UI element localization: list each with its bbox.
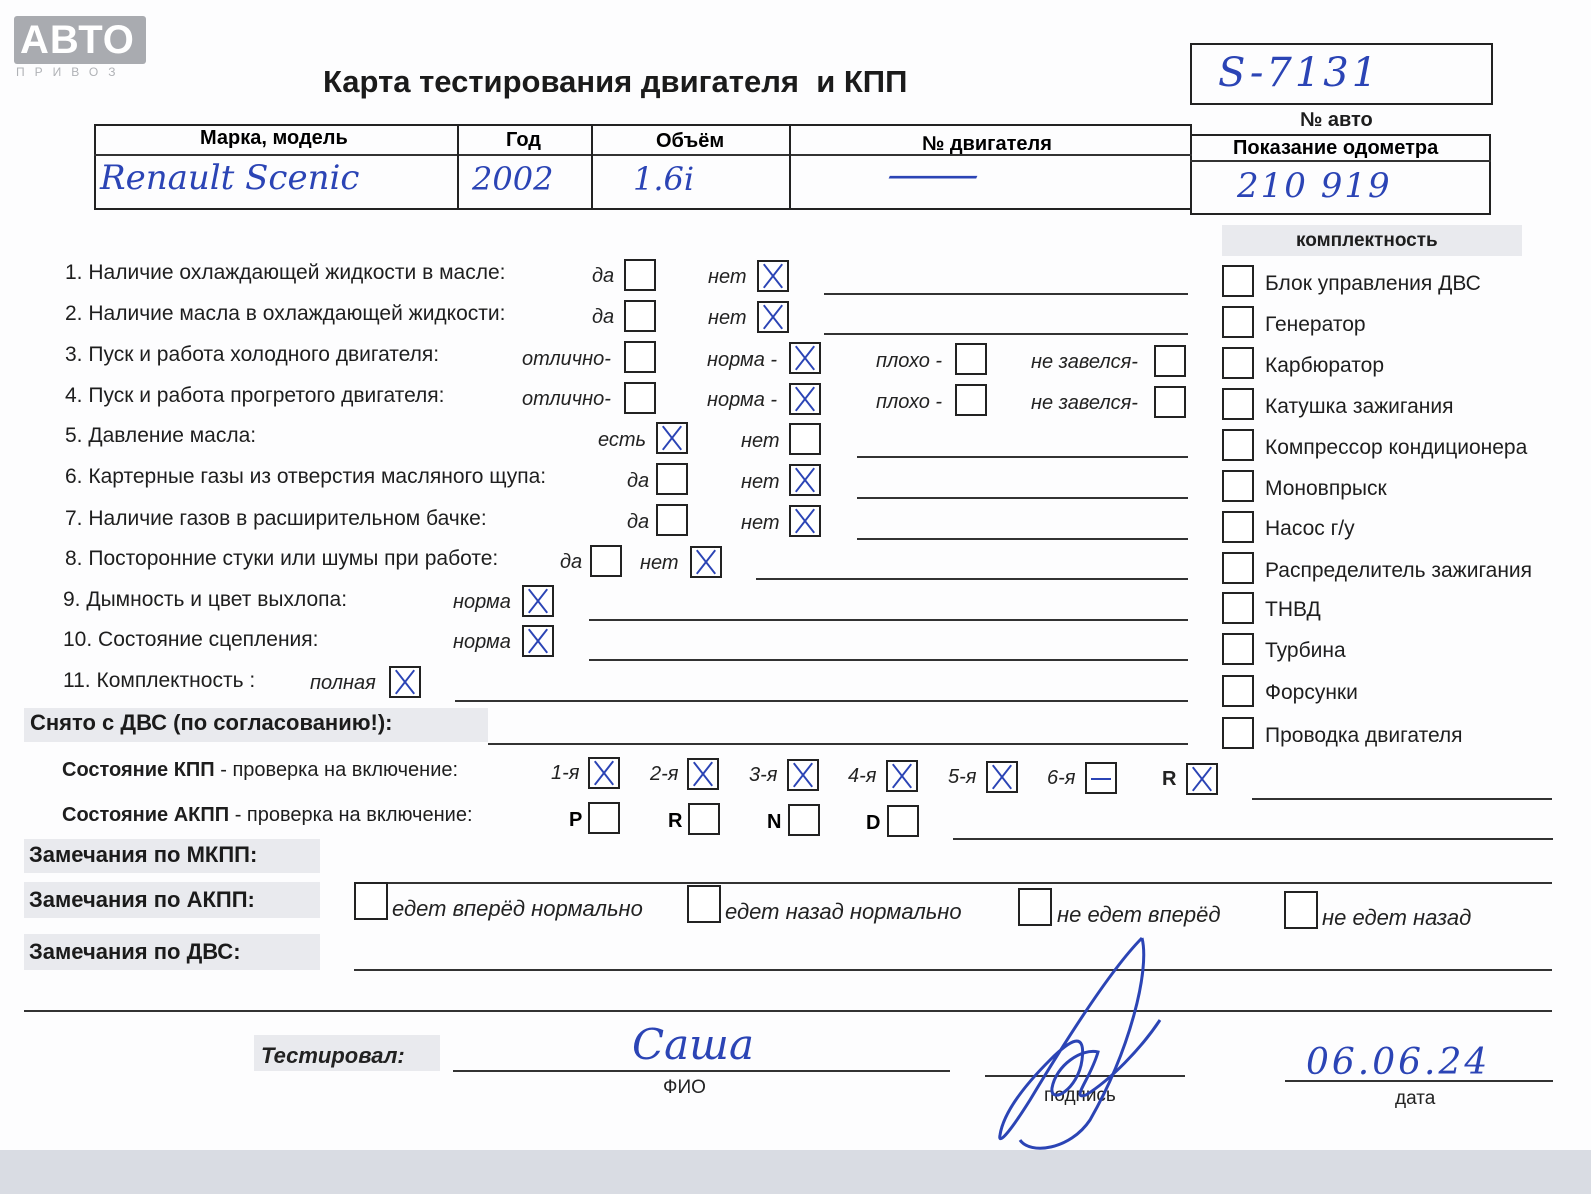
mkpp-gear-6-checkbox[interactable] <box>1085 762 1117 794</box>
completeness-title: комплектность <box>1296 230 1438 251</box>
mkpp-gear-3-checkbox[interactable] <box>787 759 819 791</box>
q11-text: Комплектность : <box>96 669 256 692</box>
q5-yes-checkbox[interactable] <box>656 422 688 454</box>
q3-normal-checkbox[interactable] <box>789 342 821 374</box>
q3-excellent-checkbox[interactable] <box>624 341 656 373</box>
q3-opt-not-started: не завелся- <box>1031 351 1138 373</box>
comp-distributor-checkbox[interactable] <box>1222 552 1254 584</box>
comp-turbine-label: Турбина <box>1265 639 1346 662</box>
mkpp-gear-1-label: 1-я <box>551 762 580 784</box>
q8-num: 8. <box>65 547 83 570</box>
q5-num: 5. <box>65 424 83 447</box>
comp-ps-pump-label: Насос г/у <box>1265 517 1355 540</box>
comp-mono-injection-checkbox[interactable] <box>1222 470 1254 502</box>
akpp-no-backward-checkbox[interactable] <box>1284 891 1318 929</box>
akpp-backward-ok-checkbox[interactable] <box>687 885 721 923</box>
q4-text: Пуск и работа прогретого двигателя: <box>88 384 445 407</box>
q2-opt-no: нет <box>708 307 747 329</box>
col-engine-number: № двигателя <box>922 133 1052 155</box>
q7-yes-checkbox[interactable] <box>656 504 688 536</box>
q7-opt-yes: да <box>627 511 650 533</box>
mkpp-gear-2-label: 2-я <box>650 763 679 785</box>
date-label: дата <box>1395 1088 1436 1109</box>
q8-no-checkbox[interactable] <box>690 546 722 578</box>
tested-by-label: Тестировал: <box>261 1043 405 1068</box>
logo-subtitle: ПРИВОЗ <box>16 65 126 79</box>
value-volume: 1.6i <box>633 160 695 198</box>
remarks-akpp-label: Замечания по АКПП: <box>29 887 255 912</box>
q10-num: 10. <box>63 628 93 651</box>
remarks-dvs-label: Замечания по ДВС: <box>29 939 241 964</box>
q10-opt-normal: норма <box>453 631 511 653</box>
akpp-label-bold: Состояние АКПП <box>62 804 230 826</box>
q7-opt-no: нет <box>741 512 780 534</box>
fio-label: ФИО <box>663 1077 706 1098</box>
q9-normal-checkbox[interactable] <box>522 585 554 617</box>
comp-injectors-checkbox[interactable] <box>1222 675 1254 707</box>
q1-no-checkbox[interactable] <box>757 260 789 292</box>
comp-turbine-checkbox[interactable] <box>1222 633 1254 665</box>
q2-num: 2. <box>65 302 83 325</box>
q1-text: Наличие охлаждающей жидкости в масле: <box>88 261 506 284</box>
q3-opt-normal: норма - <box>707 349 778 371</box>
q7-no-checkbox[interactable] <box>789 505 821 537</box>
comp-ignition-coil-label: Катушка зажигания <box>1265 395 1454 418</box>
q8-opt-no: нет <box>640 552 679 574</box>
remarks-mkpp-label: Замечания по МКПП: <box>29 842 258 867</box>
logo <box>14 16 146 64</box>
comp-fuel-pump-label: ТНВД <box>1265 598 1321 621</box>
mkpp-label-bold: Состояние КПП <box>62 759 215 781</box>
akpp-n-checkbox[interactable] <box>788 804 820 836</box>
q6-opt-no: нет <box>741 471 780 493</box>
q8-text: Посторонние стуки или шумы при работе: <box>88 547 499 570</box>
q11-num: 11. <box>63 669 91 692</box>
q9-text: Дымность и цвет выхлопа: <box>86 588 348 611</box>
q5-opt-yes: есть <box>598 429 647 451</box>
q3-not-started-checkbox[interactable] <box>1154 345 1186 377</box>
akpp-r-label: R <box>668 810 683 832</box>
mkpp-gear-4-checkbox[interactable] <box>886 760 918 792</box>
akpp-no-backward-label: не едет назад <box>1322 905 1472 930</box>
date-value: 06.06.24 <box>1306 1042 1491 1083</box>
q11-full-checkbox[interactable] <box>389 666 421 698</box>
comp-generator-checkbox[interactable] <box>1222 306 1254 338</box>
q4-opt-not-started: не завелся- <box>1031 392 1138 414</box>
q4-excellent-checkbox[interactable] <box>624 382 656 414</box>
col-make-model: Марка, модель <box>200 127 348 149</box>
akpp-no-forward-checkbox[interactable] <box>1018 888 1052 926</box>
q4-not-started-checkbox[interactable] <box>1154 386 1186 418</box>
comp-fuel-pump-checkbox[interactable] <box>1222 592 1254 624</box>
akpp-forward-ok-label: едет вперёд нормально <box>392 896 643 921</box>
q10-text: Состояние сцепления: <box>98 628 319 651</box>
auto-number-label: № авто <box>1300 109 1373 131</box>
comp-mono-injection-label: Моновпрыск <box>1265 477 1387 500</box>
akpp-forward-ok-checkbox[interactable] <box>354 882 388 920</box>
comp-injectors-label: Форсунки <box>1265 681 1358 704</box>
comp-carburetor-checkbox[interactable] <box>1222 347 1254 379</box>
auto-number-value: S-7131 <box>1218 50 1381 96</box>
comp-distributor-label: Распределитель зажигания <box>1265 559 1533 582</box>
q6-yes-checkbox[interactable] <box>656 463 688 495</box>
q2-no-checkbox[interactable] <box>757 301 789 333</box>
col-volume: Объём <box>656 130 725 152</box>
value-year: 2002 <box>472 160 554 198</box>
comp-ac-compressor-checkbox[interactable] <box>1222 429 1254 461</box>
mkpp-gear-6-label: 6-я <box>1047 767 1076 789</box>
q7-text: Наличие газов в расширительном бачке: <box>88 507 487 530</box>
q4-bad-checkbox[interactable] <box>955 384 987 416</box>
q1-num: 1. <box>65 261 83 284</box>
removed-label: Снято с ДВС (по согласованию!): <box>30 710 393 735</box>
akpp-label-rest: - проверка на включение: <box>229 804 473 826</box>
value-engine-number: — <box>885 152 981 198</box>
mkpp-gear-4-label: 4-я <box>848 765 877 787</box>
q4-opt-normal: норма - <box>707 389 778 411</box>
page-title: Карта тестирования двигателя и КПП <box>323 64 908 99</box>
q11-opt-full: полная <box>310 672 376 694</box>
q3-opt-bad: плохо - <box>876 350 943 372</box>
q8-opt-yes: да <box>560 551 583 573</box>
akpp-backward-ok-label: едет назад нормально <box>725 899 962 924</box>
mkpp-gear-2-checkbox[interactable] <box>687 758 719 790</box>
q6-no-checkbox[interactable] <box>789 464 821 496</box>
mkpp-gear-5-label: 5-я <box>948 766 977 788</box>
q2-opt-yes: да <box>592 306 615 328</box>
comp-carburetor-label: Карбюратор <box>1265 354 1385 377</box>
q7-num: 7. <box>65 507 83 530</box>
q6-text: Картерные газы из отверстия масляного щупа: <box>88 465 547 488</box>
q3-text: Пуск и работа холодного двигателя: <box>88 343 440 366</box>
q1-yes-checkbox[interactable] <box>624 259 656 291</box>
col-odometer: Показание одометра <box>1233 137 1439 159</box>
mkpp-gear-1-checkbox[interactable] <box>588 757 620 789</box>
q5-no-checkbox[interactable] <box>789 423 821 455</box>
col-year: Год <box>506 129 541 151</box>
q9-opt-normal: норма <box>453 591 511 613</box>
q3-bad-checkbox[interactable] <box>955 343 987 375</box>
comp-ecu-label: Блок управления ДВС <box>1265 272 1481 295</box>
q5-opt-no: нет <box>741 430 780 452</box>
value-odometer: 210 919 <box>1237 166 1392 206</box>
comp-ac-compressor-label: Компрессор кондиционера <box>1265 436 1528 459</box>
comp-wiring-checkbox[interactable] <box>1222 717 1254 749</box>
mkpp-label-rest: - проверка на включение: <box>214 759 459 781</box>
q10-normal-checkbox[interactable] <box>522 625 554 657</box>
comp-ps-pump-checkbox[interactable] <box>1222 511 1254 543</box>
q2-text: Наличие масла в охлаждающей жидкости: <box>88 302 506 325</box>
logo-text: АВТО <box>20 18 135 62</box>
akpp-no-forward-label: не едет вперёд <box>1057 902 1221 927</box>
q4-num: 4. <box>65 384 83 407</box>
akpp-p-checkbox[interactable] <box>588 802 620 834</box>
signature-label: подпись <box>1044 1085 1116 1106</box>
mkpp-gear-r-label: R <box>1162 768 1177 790</box>
q3-num: 3. <box>65 343 83 366</box>
akpp-d-checkbox[interactable] <box>887 805 919 837</box>
comp-wiring-label: Проводка двигателя <box>1265 724 1463 747</box>
q4-opt-excellent: отлично- <box>522 388 611 410</box>
q9-num: 9. <box>63 588 81 611</box>
q2-yes-checkbox[interactable] <box>624 300 656 332</box>
comp-generator-label: Генератор <box>1265 313 1366 336</box>
mkpp-gear-r-checkbox[interactable] <box>1186 763 1218 795</box>
q3-opt-excellent: отлично- <box>522 348 611 370</box>
q6-opt-yes: да <box>627 470 650 492</box>
q5-text: Давление масла: <box>88 424 257 447</box>
q8-yes-checkbox[interactable] <box>590 545 622 577</box>
comp-ignition-coil-checkbox[interactable] <box>1222 388 1254 420</box>
mkpp-gear-3-label: 3-я <box>749 764 778 786</box>
comp-ecu-checkbox[interactable] <box>1222 265 1254 297</box>
q1-opt-yes: да <box>592 265 615 287</box>
value-make-model: Renault Scenic <box>100 158 360 198</box>
q6-num: 6. <box>65 465 83 488</box>
q4-normal-checkbox[interactable] <box>789 383 821 415</box>
tester-name: Саша <box>632 1020 755 1069</box>
akpp-p-label: P <box>569 809 583 831</box>
akpp-d-label: D <box>866 812 881 834</box>
akpp-n-label: N <box>767 811 782 833</box>
q1-opt-no: нет <box>708 266 747 288</box>
signature-scribble <box>990 930 1170 1160</box>
akpp-r-checkbox[interactable] <box>688 803 720 835</box>
q4-opt-bad: плохо - <box>876 391 943 413</box>
mkpp-gear-5-checkbox[interactable] <box>986 761 1018 793</box>
